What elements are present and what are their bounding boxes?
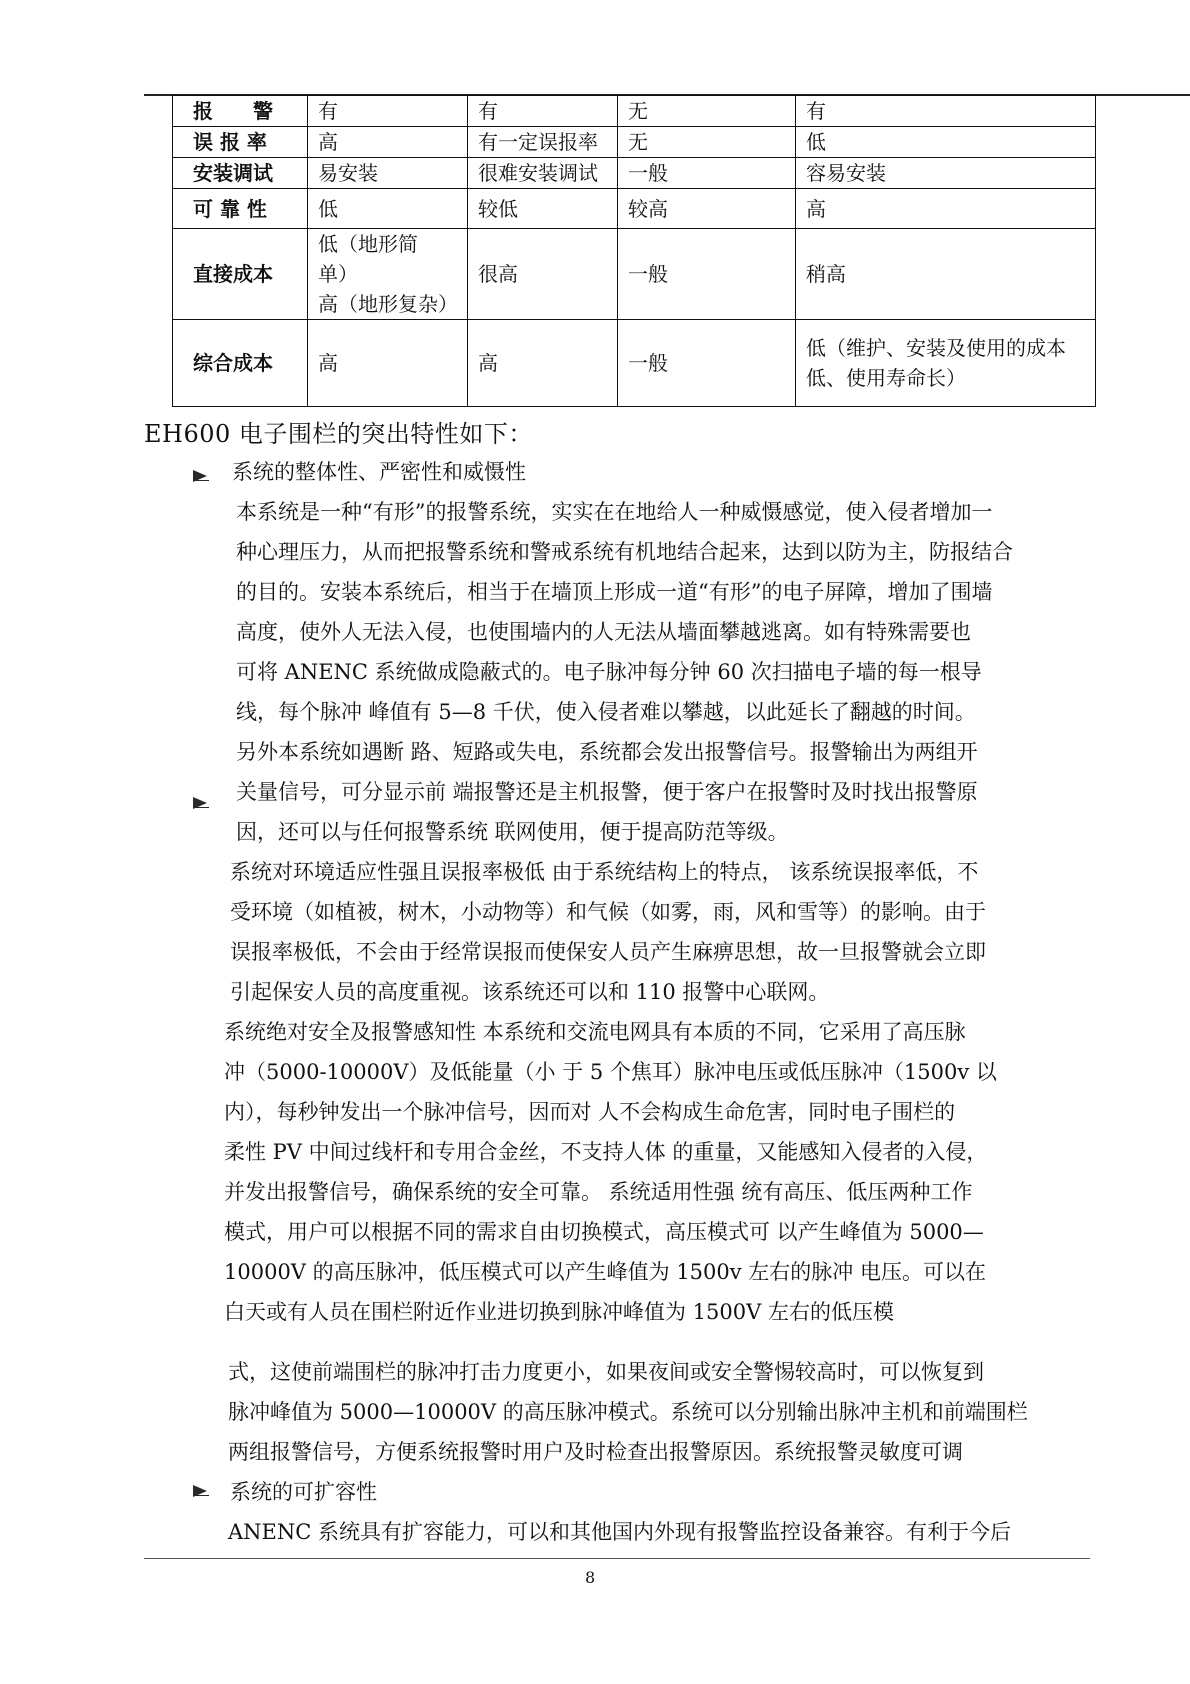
table-cell: 高 — [308, 127, 468, 158]
table-cell: 低 — [796, 127, 1096, 158]
table-cell: 很高 — [468, 229, 618, 320]
text-line: 模式，用户可以根据不同的需求自由切换模式，高压模式可 以产生峰值为 5000— — [224, 1220, 984, 1244]
text-line: 系统对环境适应性强且误报率极低 由于系统结构上的特点， 该系统误报率低，不 — [230, 860, 979, 884]
footer-rule — [144, 1558, 1090, 1559]
table-row — [173, 127, 1096, 158]
text-line: 因，还可以与任何报警系统 联网使用，便于提高防范等级。 — [236, 820, 789, 844]
row-header: 综合成本 — [173, 320, 308, 407]
text-line: 式，这使前端围栏的脉冲打击力度更小，如果夜间或安全警惕较高时，可以恢复到 — [228, 1360, 984, 1384]
row-header: 安装调试 — [173, 158, 308, 189]
text-line: 引起保安人员的高度重视。该系统还可以和 110 报警中心联网。 — [230, 980, 830, 1004]
paragraph — [230, 852, 986, 1012]
table-cell: 低 — [308, 189, 468, 229]
table-row — [173, 229, 1096, 320]
table-cell: 有 — [796, 96, 1096, 127]
comparison-table — [172, 95, 1096, 407]
table-cell: 低（维护、安装及使用的成本 低、使用寿命长） — [796, 320, 1096, 407]
table-cell: 一般 — [618, 229, 796, 320]
table-row — [173, 189, 1096, 229]
text-line: 10000V 的高压脉冲，低压模式可以产生峰值为 1500v 左右的脉冲 电压。可以在 — [224, 1260, 986, 1284]
table-cell: 很难安装调试 — [468, 158, 618, 189]
table-cell: 高 — [468, 320, 618, 407]
page-number: 8 — [585, 1568, 596, 1587]
text-line: 本系统是一种“有形”的报警系统，实实在在地给人一种威慑感觉，使入侵者增加一 — [236, 500, 993, 524]
table-cell: 无 — [618, 96, 796, 127]
text-line: 内），每秒钟发出一个脉冲信号，因而对 人不会构成生命危害，同时电子围栏的 — [224, 1100, 956, 1124]
text-line: 系统绝对安全及报警感知性 本系统和交流电网具有本质的不同，它采用了高压脉 — [224, 1020, 966, 1044]
text-line: 高度，使外人无法入侵，也使围墙内的人无法从墙面攀越逃离。如有特殊需要也 — [236, 620, 971, 644]
table-cell: 低（地形简单） 高（地形复杂） — [308, 229, 468, 320]
paragraph — [236, 492, 1013, 852]
row-header: 误 报 率 — [173, 127, 308, 158]
table-row — [173, 158, 1096, 189]
bullet-arrow-icon — [193, 469, 209, 483]
table-cell: 有 — [308, 96, 468, 127]
text-line: 可将 ANENC 系统做成隐蔽式的。电子脉冲每分钟 60 次扫描电子墙的每一根导 — [236, 660, 982, 684]
text-line: 柔性 PV 中间过线杆和专用合金丝，不支持人体 的重量，又能感知入侵者的入侵， — [224, 1140, 988, 1164]
text-line: 种心理压力，从而把报警系统和警戒系统有机地结合起来，达到以防为主，防报结合 — [236, 540, 1013, 564]
text-line: 的目的。安装本系统后，相当于在墙顶上形成一道“有形”的电子屏障，增加了围墙 — [236, 580, 993, 604]
text-line: 系统的可扩容性 — [230, 1480, 377, 1504]
text-line: 线，每个脉冲 峰值有 5—8 千伏，使入侵者难以攀越，以此延长了翻越的时间。 — [236, 700, 976, 724]
text-line: 系统的整体性、严密性和威慑性 — [232, 460, 526, 484]
paragraph — [228, 1512, 1011, 1552]
bullet-arrow-icon — [193, 796, 209, 810]
table-cell: 一般 — [618, 158, 796, 189]
text-line: 关量信号，可分显示前 端报警还是主机报警，便于客户在报警时及时找出报警原 — [236, 780, 978, 804]
row-header: 直接成本 — [173, 229, 308, 320]
table-cell: 有 — [468, 96, 618, 127]
table-cell: 有一定误报率 — [468, 127, 618, 158]
bullet-arrow-icon — [193, 1484, 209, 1498]
bullet-title — [232, 452, 526, 492]
text-line: 脉冲峰值为 5000—10000V 的高压脉冲模式。系统可以分别输出脉冲主机和前端围栏 — [228, 1400, 1028, 1424]
row-header: 报 警 — [173, 96, 308, 127]
table-cell: 较高 — [618, 189, 796, 229]
table-cell: 容易安装 — [796, 158, 1096, 189]
bullet-title — [230, 1472, 377, 1512]
table-cell: 较低 — [468, 189, 618, 229]
table-cell: 高 — [796, 189, 1096, 229]
text-line: 并发出报警信号，确保系统的安全可靠。 系统适用性强 统有高压、低压两种工作 — [224, 1180, 973, 1204]
table-cell: 一般 — [618, 320, 796, 407]
text-line: ANENC 系统具有扩容能力，可以和其他国内外现有报警监控设备兼容。有利于今后 — [228, 1520, 1011, 1544]
paragraph — [228, 1352, 1028, 1472]
table-cell: 高 — [308, 320, 468, 407]
row-header: 可 靠 性 — [173, 189, 308, 229]
table-cell: 易安装 — [308, 158, 468, 189]
table-row — [173, 320, 1096, 407]
text-line: 另外本系统如遇断 路、短路或失电，系统都会发出报警信号。报警输出为两组开 — [236, 740, 978, 764]
text-line: 两组报警信号，方便系统报警时用户及时检查出报警原因。系统报警灵敏度可调 — [228, 1440, 963, 1464]
paragraph — [224, 1012, 997, 1332]
table-cell: 稍高 — [796, 229, 1096, 320]
text-line: 误报率极低，不会由于经常误报而使保安人员产生麻痹思想，故一旦报警就会立即 — [230, 940, 986, 964]
text-line: 白天或有人员在围栏附近作业进切换到脉冲峰值为 1500V 左右的低压模 — [224, 1300, 894, 1324]
text-line: 受环境（如植被，树木，小动物等）和气候（如雾，雨，风和雪等）的影响。由于 — [230, 900, 986, 924]
table-row — [173, 96, 1096, 127]
text-line: 冲（5000-10000V）及低能量（小 于 5 个焦耳）脉冲电压或低压脉冲（1500v 以 — [224, 1060, 997, 1084]
section-heading: EH600 电子围栏的突出特性如下： — [144, 420, 533, 448]
table-cell: 无 — [618, 127, 796, 158]
